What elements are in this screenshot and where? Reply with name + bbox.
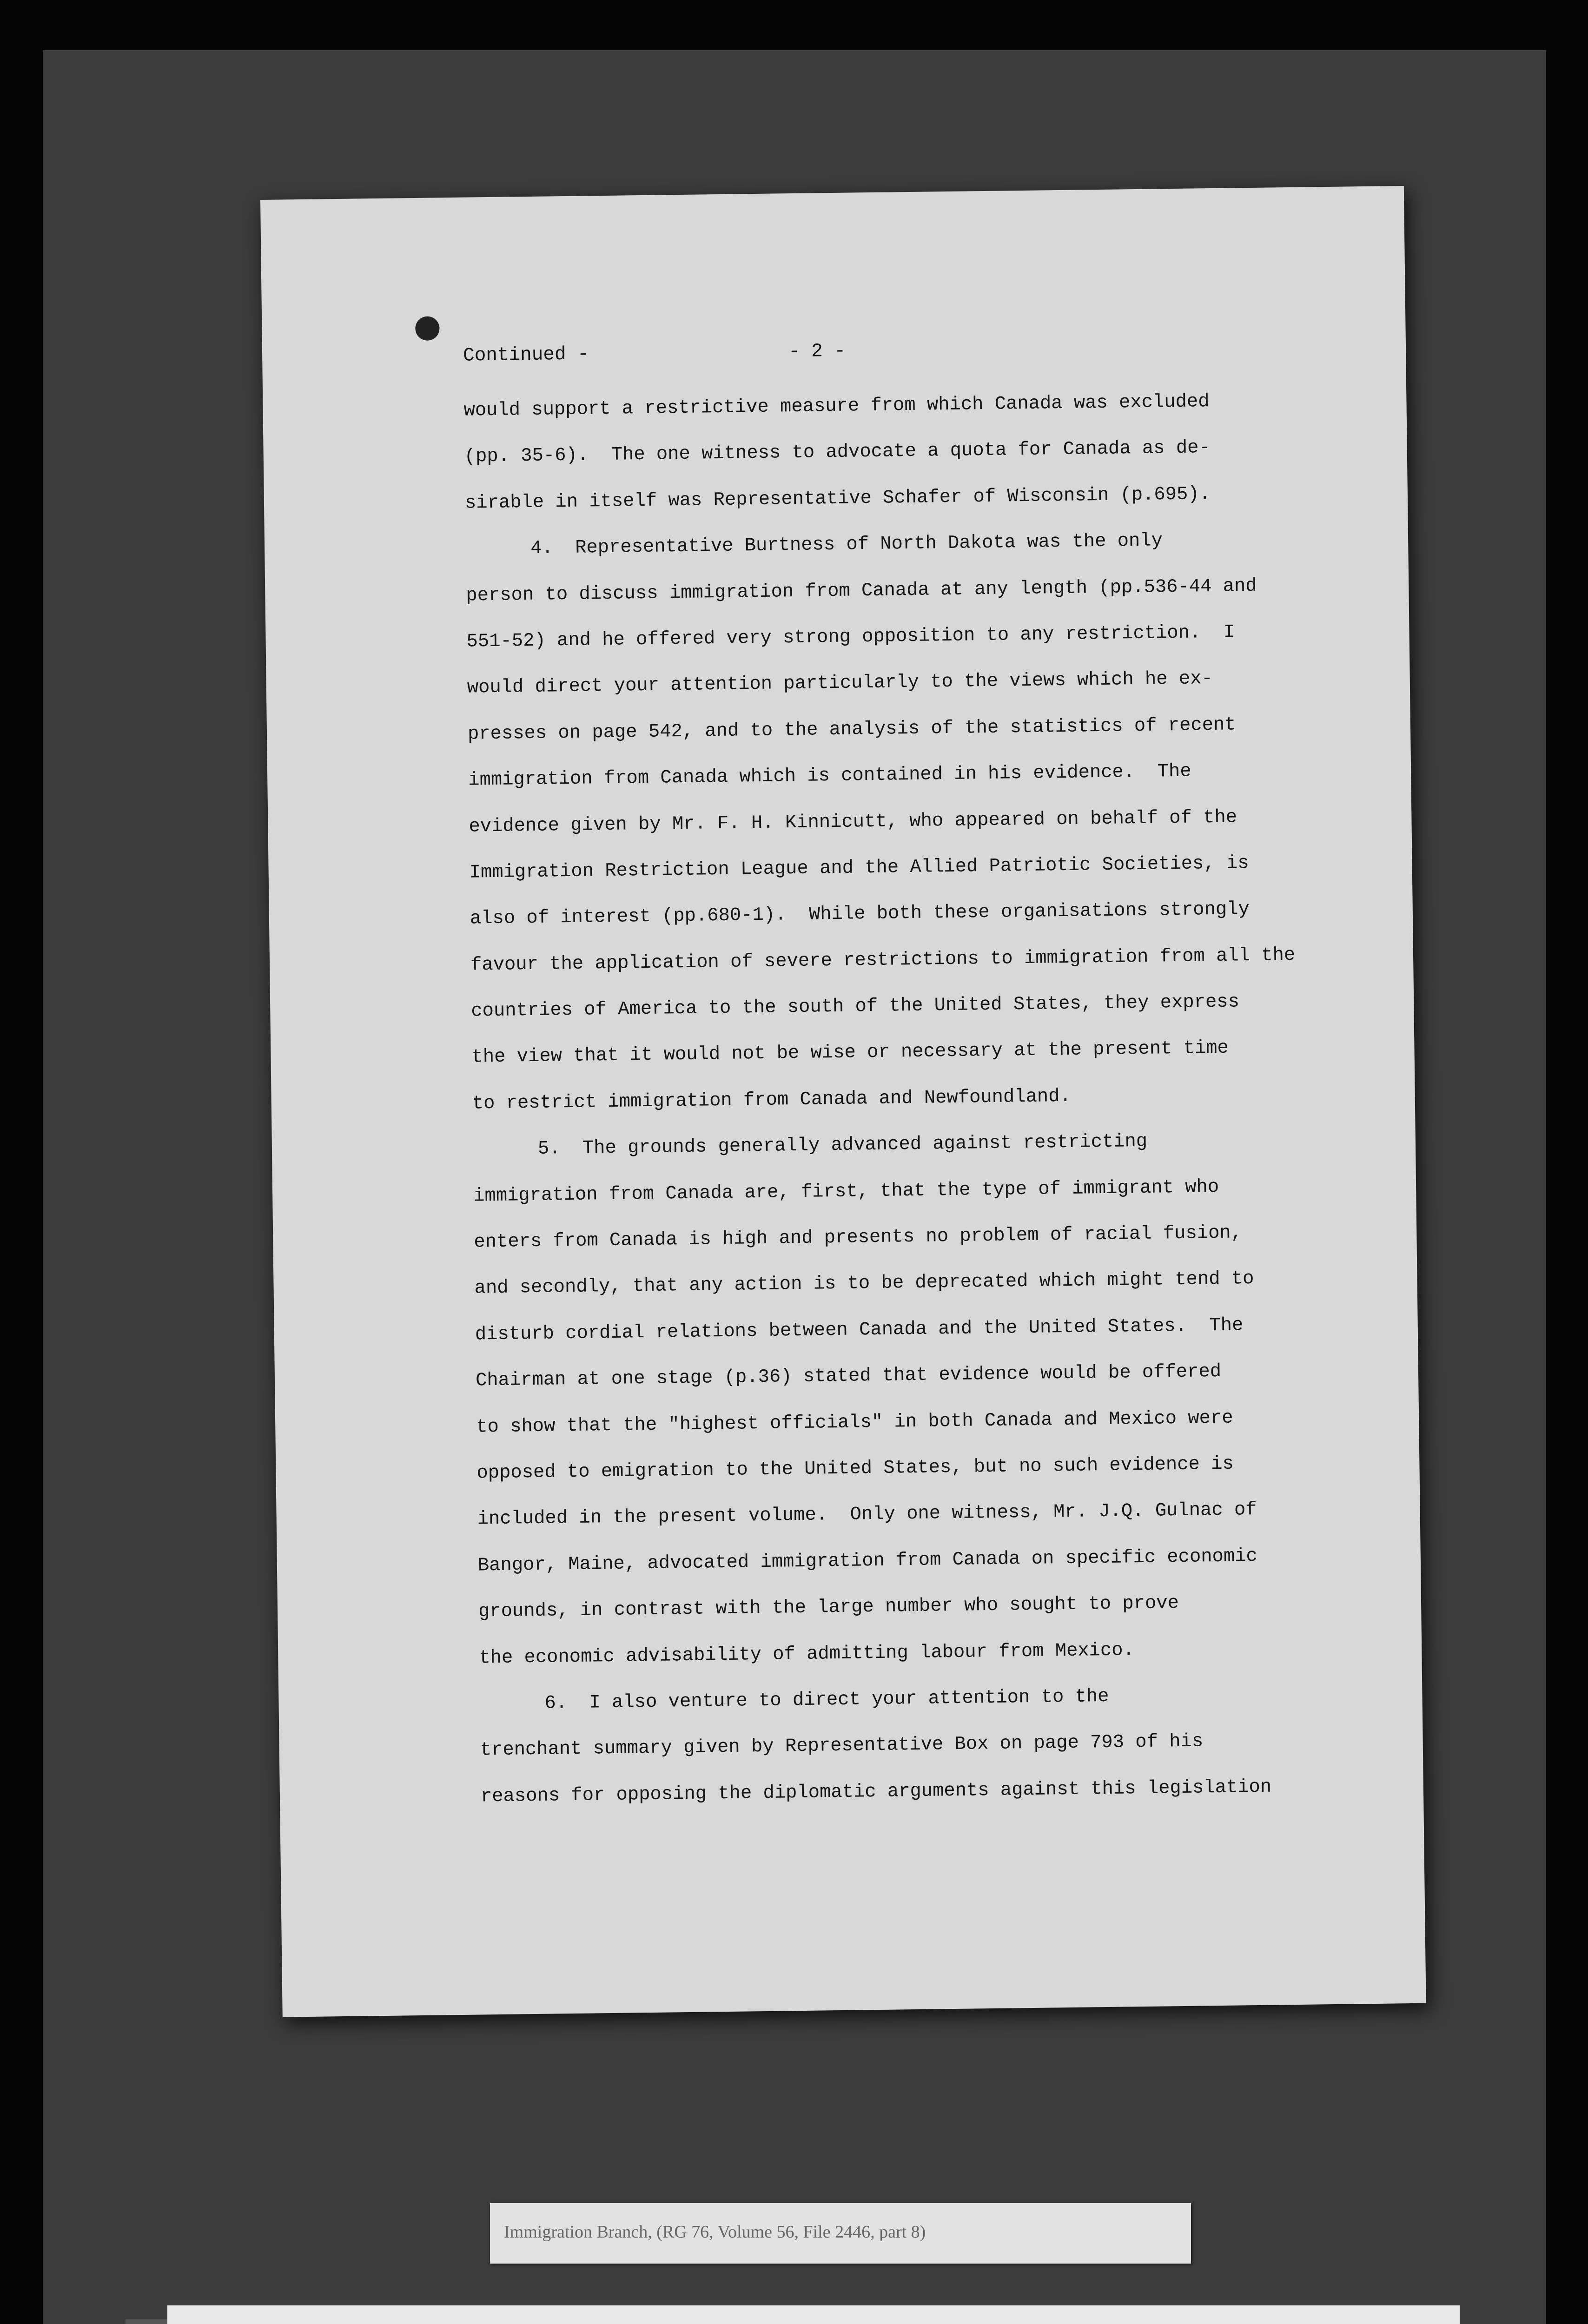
line-text: immigration from Canada which is contained in his evidence. The: [468, 760, 1191, 791]
paragraph-number: 5.: [537, 1138, 561, 1160]
line-text: also of interest (pp.680-1). While both these organisations strongly: [470, 898, 1250, 930]
header-page-number: - 2 -: [788, 340, 846, 363]
paragraph-number: 6.: [544, 1692, 568, 1714]
line-text: grounds, in contrast with the large number who sought to prove: [478, 1592, 1179, 1623]
line-text: and secondly, that any action is to be deprecated which might tend to: [474, 1268, 1254, 1299]
line-text: would direct your attention particularly to the views which he ex-: [467, 668, 1213, 699]
line-text: trenchant summary given by Representative Box on page 793 of his: [480, 1730, 1204, 1761]
line-text: enters from Canada is high and presents no problem of racial fusion,: [474, 1222, 1243, 1253]
line-text: reasons for opposing the diplomatic arguments against this legislation: [480, 1776, 1272, 1808]
line-text: the economic advisability of admitting labour from Mexico.: [479, 1639, 1135, 1669]
line-text: immigration from Canada are, first, that the type of immigrant who: [473, 1176, 1219, 1207]
punch-hole: [415, 316, 440, 341]
line-text: would support a restrictive measure from which Canada was excluded: [463, 391, 1210, 422]
archives-label-card: [167, 2305, 1460, 2324]
header-continued: Continued -: [463, 343, 589, 367]
line-text: 551-52) and he offered very strong opposition to any restriction. I: [466, 621, 1235, 653]
line-text: evidence given by Mr. F. H. Kinnicutt, who appeared on behalf of the: [469, 806, 1237, 838]
line-text: Immigration Restriction League and the Allied Patriotic Societies, is: [469, 852, 1249, 884]
line-text: The grounds generally advanced against restricting: [582, 1131, 1148, 1159]
line-text: the view that it would not be wise or necessary at the present time: [471, 1037, 1229, 1069]
paragraph-number: 4.: [530, 537, 554, 560]
line-text: Bangor, Maine, advocated immigration from Canada on specific economic: [477, 1545, 1258, 1577]
line-text: countries of America to the south of the United States, they express: [471, 991, 1240, 1022]
line-text: person to discuss immigration from Canada at any length (pp.536-44 and: [466, 575, 1257, 607]
line-text: Chairman at one stage (p.36) stated that evidence would be offered: [475, 1361, 1222, 1392]
line-text: included in the present volume. Only one witness, Mr. J.Q. Gulnac of: [477, 1499, 1257, 1530]
line-text: presses on page 542, and to the analysis of the statistics of recent: [467, 714, 1236, 745]
body-text: [463, 376, 1420, 1820]
line-text: sirable in itself was Representative Schafer of Wisconsin (p.695).: [464, 483, 1211, 514]
line-text: to show that the "highest officials" in both Canada and Mexico were: [476, 1407, 1233, 1438]
archive-reference-tag: [490, 2203, 1191, 2264]
line-text: (pp. 35-6). The one witness to advocate a quota for Canada as de-: [464, 437, 1211, 468]
page-header: [463, 335, 1300, 383]
line-text: to restrict immigration from Canada and Newfoundland.: [472, 1085, 1072, 1115]
line-text: opposed to emigration to the United States, but no such evidence is: [476, 1453, 1234, 1484]
line-text: I also venture to direct your attention to the: [589, 1685, 1109, 1714]
line-text: favour the application of severe restrictions to immigration from all the: [470, 944, 1296, 976]
typed-page: [260, 186, 1426, 2017]
archive-reference-text: Immigration Branch, (RG 76, Volume 56, File 2446, part 8): [504, 2222, 926, 2242]
line-text: disturb cordial relations between Canada and the United States. The: [475, 1314, 1244, 1346]
line-text: Representative Burtness of North Dakota was the only: [575, 530, 1163, 559]
